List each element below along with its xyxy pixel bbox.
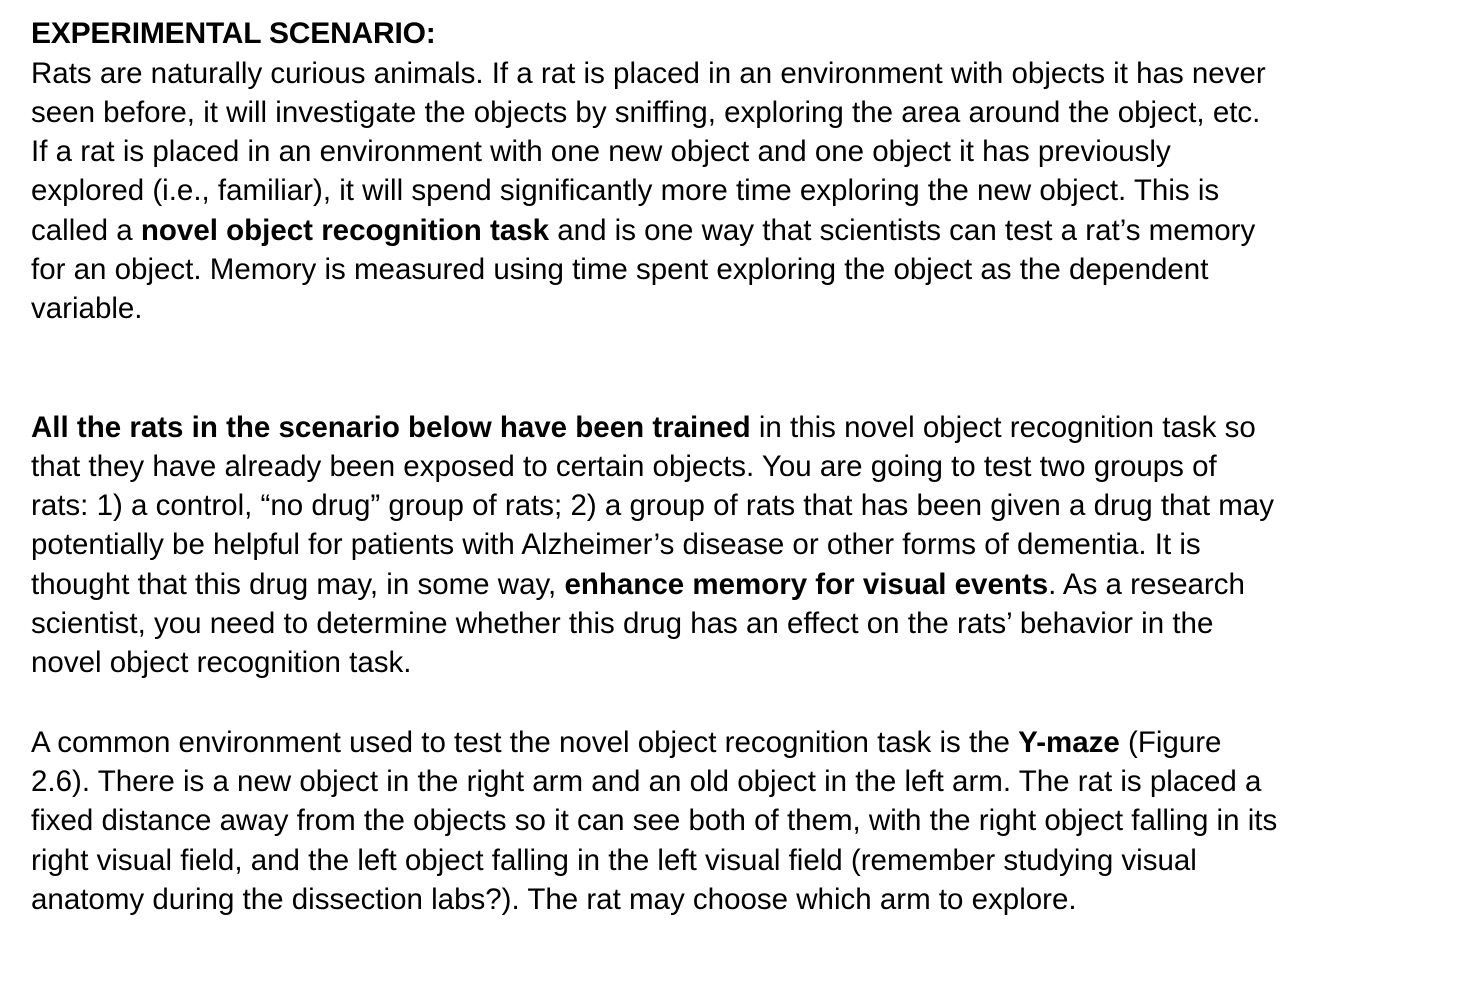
text-line: If a rat is placed in an environment with one new object and one object it has previously [31,135,1171,169]
text-run: . As a research [1048,567,1245,601]
text-line: right visual field, and the left object falling in the left visual field (remember studying visual [31,843,1197,877]
text-line: scientist, you need to determine whether this drug has an effect on the rats’ behavior in the [31,607,1214,641]
text-run: (Figure [1119,725,1222,759]
paragraph-intro [31,54,1451,329]
text-line: explored (i.e., familiar), it will spend significantly more time exploring the new object. This is [31,174,1220,208]
text-line: variable. [31,292,143,326]
text-line [31,211,1451,250]
text-line: 2.6). There is a new object in the right arm and an old object in the left arm. The rat is placed a [31,764,1262,798]
paragraph-spacer [31,683,1451,723]
bold-term: novel object recognition task [140,213,550,247]
section-heading: EXPERIMENTAL SCENARIO: [31,17,436,50]
text-line [31,565,1451,604]
text-line: Rats are naturally curious animals. If a rat is placed in an environment with objects it has never [31,56,1266,90]
paragraph-y-maze [31,723,1451,919]
text-run: thought that this drug may, in some way, [31,567,565,601]
text-line: that they have already been exposed to certain objects. You are going to test two groups of [31,449,1217,483]
text-line: fixed distance away from the objects so it can see both of them, with the right object falling in its [31,804,1278,838]
paragraph-spacer [31,329,1451,408]
paragraph-scenario [31,408,1451,683]
text-line [31,408,1451,447]
bold-term: Y-maze [1018,725,1120,759]
bold-term: All the rats in the scenario below have been trained [31,410,751,444]
text-run: A common environment used to test the novel object recognition task is the [31,725,1019,759]
text-run: and is one way that scientists can test a rat’s memory [549,213,1256,247]
text-line: for an object. Memory is measured using time spent exploring the object as the dependent [31,252,1209,286]
text-run: called a [31,213,141,247]
bold-term: enhance memory for visual events [564,567,1049,601]
text-line: seen before, it will investigate the objects by sniffing, exploring the area around the object, etc. [31,95,1261,129]
text-line: rats: 1) a control, “no drug” group of rats; 2) a group of rats that has been given a drug that may [31,489,1274,523]
text-line: novel object recognition task. [31,646,412,680]
document-page [31,14,1451,919]
text-line: potentially be helpful for patients with Alzheimer’s disease or other forms of dementia. It is [31,528,1201,562]
text-line [31,723,1451,762]
text-run: in this novel object recognition task so [750,410,1256,444]
text-line: anatomy during the dissection labs?). The rat may choose which arm to explore. [31,882,1077,916]
